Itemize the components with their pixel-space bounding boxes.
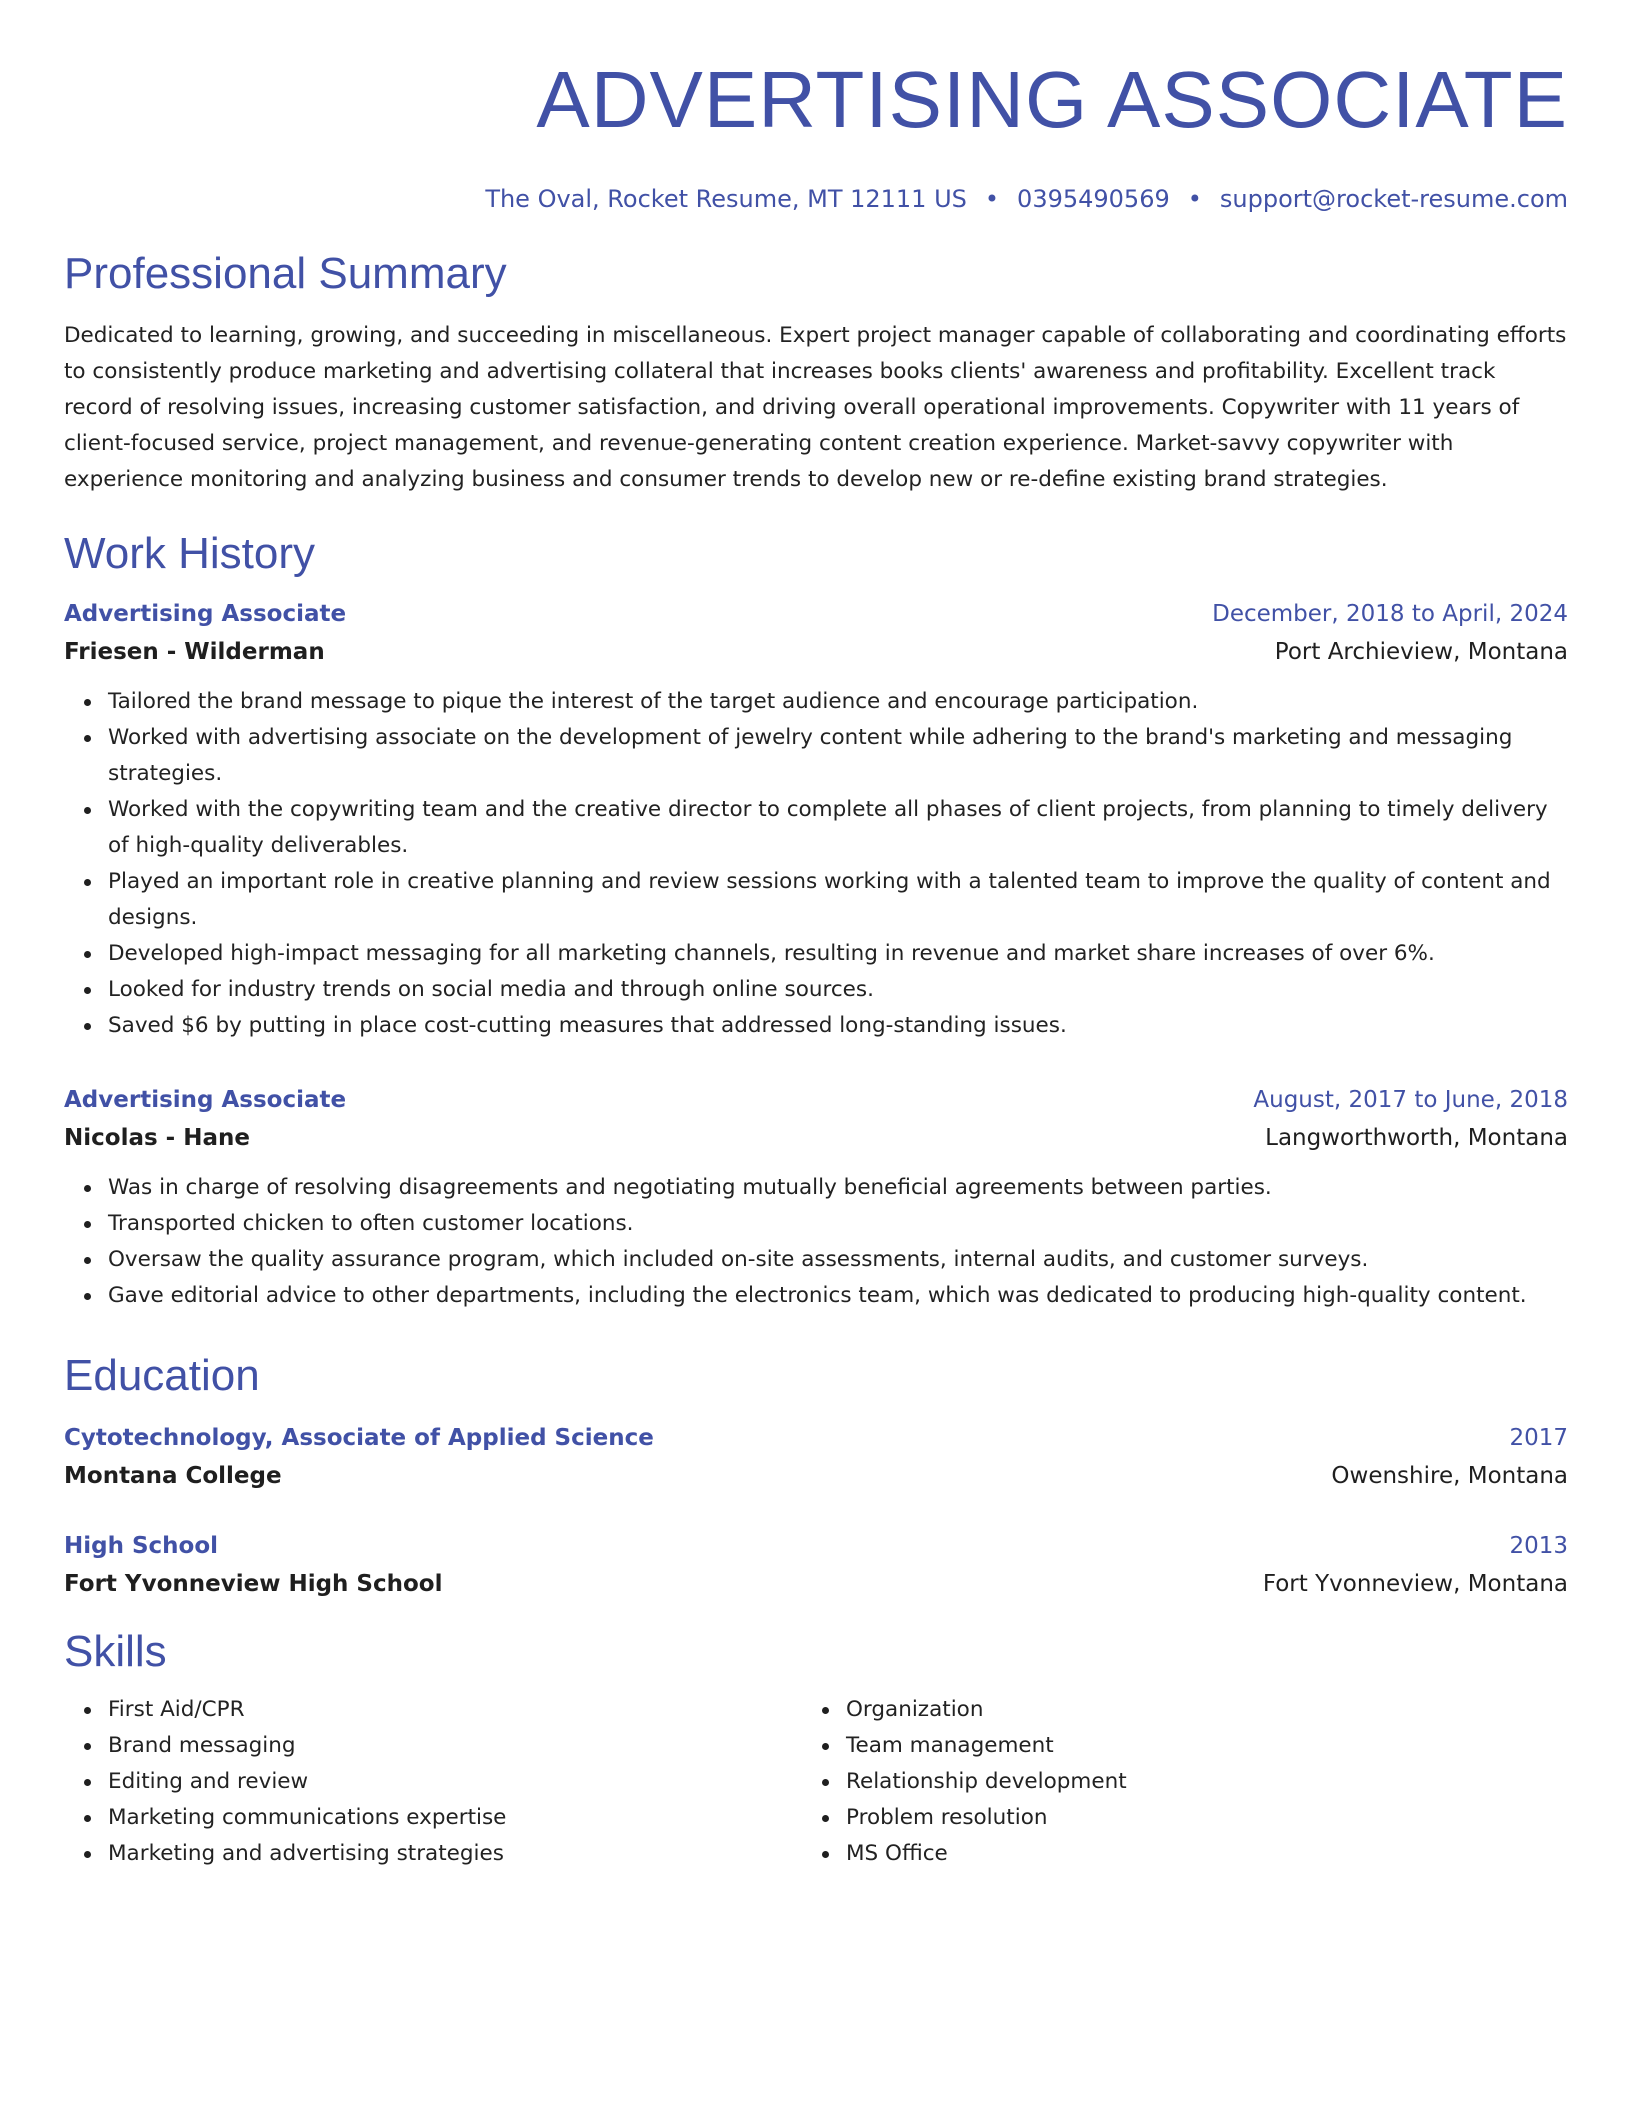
job-location: Langworthworth, Montana (1265, 1125, 1568, 1151)
job-bullet: Gave editorial advice to other departments, including the electronics team, which was dedicated to producing high-quality content. (108, 1278, 1568, 1314)
job-bullet: Tailored the brand message to pique the interest of the target audience and encourage participation. (108, 684, 1568, 720)
education-location: Fort Yvonneview, Montana (1262, 1571, 1568, 1597)
job-bullet: Saved $6 by putting in place cost-cutting measures that addressed long-standing issues. (108, 1008, 1568, 1044)
job-entry (64, 598, 1568, 1044)
skills-column-left (64, 1692, 802, 1872)
resume-header (64, 52, 1568, 214)
job-company: Nicolas - Hane (64, 1125, 250, 1151)
education-year: 2017 (1509, 1425, 1568, 1451)
work-history-heading: Work History (64, 529, 315, 578)
job-dates: August, 2017 to June, 2018 (1253, 1087, 1568, 1113)
education-year: 2013 (1509, 1533, 1568, 1559)
skill-item: MS Office (846, 1836, 1540, 1872)
education-entry (64, 1422, 1568, 1492)
contact-address: The Oval, Rocket Resume, MT 12111 US (485, 185, 967, 213)
skill-item: Brand messaging (108, 1728, 802, 1764)
skill-item: First Aid/CPR (108, 1692, 802, 1728)
education-school: Fort Yvonneview High School (64, 1571, 443, 1597)
skill-item: Organization (846, 1692, 1540, 1728)
job-bullet: Played an important role in creative planning and review sessions working with a talented team to improve the quality of content and designs. (108, 864, 1568, 936)
job-bullet: Developed high-impact messaging for all marketing channels, resulting in revenue and market share increases of over 6%. (108, 936, 1568, 972)
job-bullet: Worked with the copywriting team and the creative director to complete all phases of client projects, from planning to timely delivery of high-quality deliverables. (108, 792, 1568, 864)
education-school: Montana College (64, 1463, 282, 1489)
job-bullet: Looked for industry trends on social media and through online sources. (108, 972, 1568, 1008)
skill-item: Marketing communications expertise (108, 1800, 802, 1836)
education-degree: Cytotechnology, Associate of Applied Science (64, 1425, 654, 1451)
job-bullet: Oversaw the quality assurance program, which included on-site assessments, internal audits, and customer surveys. (108, 1242, 1568, 1278)
skill-item: Problem resolution (846, 1800, 1540, 1836)
resume-title: ADVERTISING ASSOCIATE (536, 55, 1568, 144)
contact-separator: • (1187, 185, 1202, 213)
job-bullet: Worked with advertising associate on the development of jewelry content while adhering to the brand's marketing and messaging strategies. (108, 720, 1568, 792)
job-company: Friesen - Wilderman (64, 639, 325, 665)
education-entry (64, 1530, 1568, 1600)
job-bullets (64, 684, 1568, 1044)
job-position: Advertising Associate (64, 1087, 347, 1113)
education-location: Owenshire, Montana (1331, 1463, 1568, 1489)
job-entry (64, 1084, 1568, 1314)
contact-separator: • (984, 185, 1000, 213)
job-bullets (64, 1170, 1568, 1314)
skill-item: Relationship development (846, 1764, 1540, 1800)
education-heading: Education (64, 1351, 260, 1400)
skills-heading: Skills (64, 1627, 167, 1676)
job-dates: December, 2018 to April, 2024 (1212, 601, 1568, 627)
contact-email: support@rocket-resume.com (1219, 185, 1568, 213)
skill-item: Marketing and advertising strategies (108, 1836, 802, 1872)
education-degree: High School (64, 1533, 219, 1559)
skills-list (64, 1692, 1568, 1872)
summary-text: Dedicated to learning, growing, and succeeding in miscellaneous. Expert project manager capable of collaborating and coordinating efforts to consistently produce marketing and advertising collateral that increases books clients' awareness and profitability. Excellent track record of resolving issues, increasing customer satisfaction, and driving overall operational improvements. Copywriter with 11 years of client-focused service, project management, and revenue-generating content creation experience. Market-savvy copywriter with experience monitoring and analyzing business and consumer trends to develop new or re-define existing brand strategies. (64, 323, 1567, 492)
job-location: Port Archieview, Montana (1274, 639, 1568, 665)
contact-phone: 0395490569 (1017, 185, 1170, 213)
job-position: Advertising Associate (64, 601, 347, 627)
job-bullet: Was in charge of resolving disagreements and negotiating mutually beneficial agreements between parties. (108, 1170, 1568, 1206)
skill-item: Editing and review (108, 1764, 802, 1800)
job-bullet: Transported chicken to often customer locations. (108, 1206, 1568, 1242)
summary-heading: Professional Summary (64, 249, 507, 298)
skills-column-right (802, 1692, 1540, 1872)
skill-item: Team management (846, 1728, 1540, 1764)
contact-line (64, 184, 1568, 214)
